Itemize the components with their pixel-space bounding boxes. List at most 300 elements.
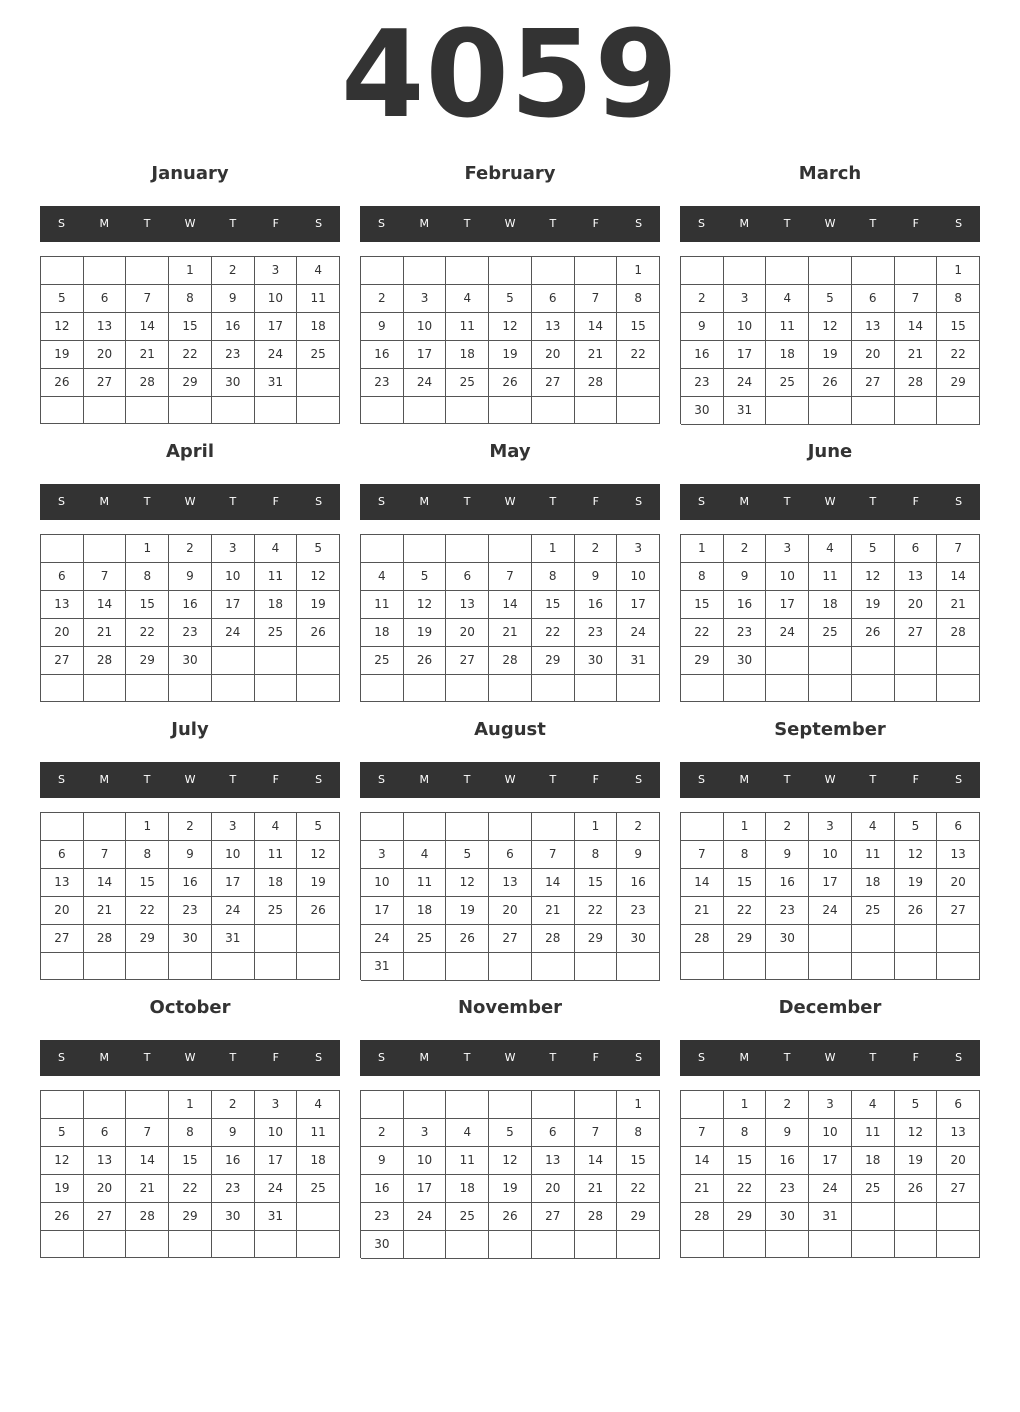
empty-cell	[766, 397, 809, 425]
day-cell: 17	[809, 1147, 852, 1175]
day-cell: 21	[681, 1175, 724, 1203]
empty-cell	[84, 535, 127, 563]
day-cell: 23	[724, 619, 767, 647]
day-cell: 29	[724, 1203, 767, 1231]
day-cell: 23	[169, 897, 212, 925]
empty-cell	[489, 1231, 532, 1259]
day-cell: 26	[41, 1203, 84, 1231]
day-cell: 15	[724, 869, 767, 897]
day-cell: 11	[255, 563, 298, 591]
day-cell: 14	[126, 1147, 169, 1175]
day-cell: 23	[212, 341, 255, 369]
day-cell: 29	[617, 1203, 660, 1231]
weekday-label: M	[99, 1051, 110, 1064]
day-cell: 17	[255, 1147, 298, 1175]
month-title: December	[778, 997, 882, 1018]
day-cell: 21	[681, 897, 724, 925]
day-cell: 12	[297, 563, 340, 591]
weekday-label: T	[463, 773, 471, 786]
day-cell: 31	[255, 1203, 298, 1231]
empty-cell	[126, 1231, 169, 1258]
day-cell: 10	[212, 841, 255, 869]
month-october	[40, 990, 340, 1260]
empty-cell	[404, 953, 447, 981]
empty-cell	[41, 257, 84, 285]
day-cell: 27	[532, 1203, 575, 1231]
weekday-label: T	[229, 773, 237, 786]
weekday-label: S	[635, 217, 643, 230]
empty-cell	[126, 953, 169, 980]
empty-cell	[937, 1231, 980, 1258]
month-july	[40, 712, 340, 982]
day-cell: 13	[84, 313, 127, 341]
day-cell: 26	[895, 897, 938, 925]
day-cell: 8	[724, 841, 767, 869]
day-cell: 27	[852, 369, 895, 397]
day-cell: 19	[41, 341, 84, 369]
day-cell: 12	[489, 1147, 532, 1175]
day-cell: 24	[212, 897, 255, 925]
weekday-label: M	[739, 217, 750, 230]
day-cell: 18	[255, 591, 298, 619]
day-cell: 3	[809, 813, 852, 841]
day-cell: 29	[169, 1203, 212, 1231]
empty-cell	[446, 953, 489, 981]
day-cell: 9	[361, 1147, 404, 1175]
empty-cell	[809, 1231, 852, 1258]
day-cell: 16	[361, 341, 404, 369]
day-cell: 31	[724, 397, 767, 425]
day-grid	[360, 812, 660, 980]
day-cell: 11	[297, 285, 340, 313]
day-cell: 20	[84, 341, 127, 369]
empty-cell	[361, 535, 404, 563]
day-cell: 2	[169, 813, 212, 841]
day-cell: 2	[724, 535, 767, 563]
day-cell: 28	[937, 619, 980, 647]
day-cell: 16	[212, 313, 255, 341]
empty-cell	[809, 675, 852, 702]
day-cell: 13	[852, 313, 895, 341]
day-cell: 9	[724, 563, 767, 591]
empty-cell	[126, 1091, 169, 1119]
day-cell: 11	[766, 313, 809, 341]
day-cell: 28	[126, 369, 169, 397]
day-cell: 23	[361, 1203, 404, 1231]
day-cell: 11	[852, 841, 895, 869]
empty-cell	[126, 257, 169, 285]
day-cell: 18	[361, 619, 404, 647]
day-cell: 9	[361, 313, 404, 341]
day-cell: 24	[212, 619, 255, 647]
weekday-label: W	[824, 217, 836, 230]
day-cell: 20	[446, 619, 489, 647]
day-cell: 5	[446, 841, 489, 869]
day-cell: 1	[724, 1091, 767, 1119]
empty-cell	[575, 1091, 618, 1119]
day-cell: 31	[809, 1203, 852, 1231]
day-cell: 19	[404, 619, 447, 647]
day-cell: 12	[895, 1119, 938, 1147]
empty-cell	[297, 953, 340, 980]
day-cell: 13	[84, 1147, 127, 1175]
empty-cell	[404, 675, 447, 702]
empty-cell	[41, 675, 84, 702]
empty-cell	[446, 813, 489, 841]
day-cell: 13	[489, 869, 532, 897]
weekday-header	[360, 484, 660, 520]
weekday-label: S	[57, 1051, 65, 1064]
empty-cell	[255, 675, 298, 702]
day-cell: 25	[809, 619, 852, 647]
weekday-label: T	[143, 773, 151, 786]
empty-cell	[84, 257, 127, 285]
day-cell: 20	[489, 897, 532, 925]
weekday-label: W	[184, 495, 196, 508]
day-cell: 6	[937, 813, 980, 841]
weekday-label: T	[549, 1051, 557, 1064]
weekday-label: S	[377, 773, 385, 786]
weekday-label: S	[315, 495, 323, 508]
day-cell: 13	[937, 1119, 980, 1147]
day-cell: 29	[532, 647, 575, 675]
empty-cell	[766, 1231, 809, 1258]
day-cell: 21	[84, 897, 127, 925]
day-cell: 20	[532, 341, 575, 369]
weekday-label: T	[783, 495, 791, 508]
day-cell: 14	[681, 869, 724, 897]
weekday-label: W	[824, 1051, 836, 1064]
weekday-label: F	[912, 217, 919, 230]
weekday-label: S	[635, 495, 643, 508]
day-cell: 7	[84, 841, 127, 869]
day-cell: 25	[255, 897, 298, 925]
empty-cell	[446, 397, 489, 424]
day-cell: 24	[361, 925, 404, 953]
day-cell: 8	[169, 1119, 212, 1147]
day-cell: 27	[84, 1203, 127, 1231]
weekday-label: S	[697, 495, 705, 508]
day-cell: 2	[212, 257, 255, 285]
day-cell: 15	[126, 869, 169, 897]
day-cell: 12	[489, 313, 532, 341]
day-cell: 4	[446, 285, 489, 313]
weekday-label: W	[824, 773, 836, 786]
weekday-label: T	[783, 217, 791, 230]
day-cell: 11	[297, 1119, 340, 1147]
empty-cell	[809, 257, 852, 285]
empty-cell	[617, 953, 660, 981]
empty-cell	[404, 257, 447, 285]
day-cell: 26	[404, 647, 447, 675]
weekday-label: T	[783, 773, 791, 786]
day-cell: 5	[297, 813, 340, 841]
day-cell: 21	[84, 619, 127, 647]
day-cell: 19	[297, 591, 340, 619]
empty-cell	[575, 953, 618, 981]
weekday-label: W	[184, 217, 196, 230]
month-january	[40, 156, 340, 426]
day-cell: 4	[255, 813, 298, 841]
day-cell: 6	[41, 841, 84, 869]
day-cell: 26	[297, 897, 340, 925]
day-cell: 18	[852, 869, 895, 897]
empty-cell	[532, 675, 575, 702]
weekday-label: M	[419, 1051, 430, 1064]
day-grid	[40, 1090, 340, 1258]
empty-cell	[212, 397, 255, 424]
day-cell: 3	[617, 535, 660, 563]
weekday-label: W	[504, 1051, 516, 1064]
empty-cell	[169, 675, 212, 702]
day-cell: 27	[489, 925, 532, 953]
day-cell: 19	[297, 869, 340, 897]
day-cell: 29	[169, 369, 212, 397]
empty-cell	[617, 675, 660, 702]
day-cell: 3	[255, 1091, 298, 1119]
day-cell: 7	[84, 563, 127, 591]
weekday-label: W	[504, 217, 516, 230]
day-cell: 6	[84, 1119, 127, 1147]
day-cell: 6	[41, 563, 84, 591]
weekday-label: F	[272, 1051, 279, 1064]
day-cell: 7	[532, 841, 575, 869]
weekday-label: S	[377, 217, 385, 230]
day-cell: 19	[809, 341, 852, 369]
day-cell: 19	[41, 1175, 84, 1203]
day-cell: 7	[937, 535, 980, 563]
day-cell: 20	[84, 1175, 127, 1203]
empty-cell	[617, 397, 660, 424]
day-cell: 3	[212, 535, 255, 563]
empty-cell	[84, 675, 127, 702]
weekday-label: S	[955, 773, 963, 786]
empty-cell	[766, 647, 809, 675]
weekday-label: F	[592, 773, 599, 786]
day-cell: 13	[937, 841, 980, 869]
day-cell: 9	[766, 841, 809, 869]
empty-cell	[255, 925, 298, 953]
day-cell: 17	[212, 869, 255, 897]
day-cell: 5	[809, 285, 852, 313]
month-december	[680, 990, 980, 1260]
day-cell: 31	[361, 953, 404, 981]
empty-cell	[255, 1231, 298, 1258]
empty-cell	[575, 1231, 618, 1259]
day-cell: 11	[361, 591, 404, 619]
day-cell: 18	[297, 1147, 340, 1175]
weekday-header	[40, 1040, 340, 1076]
day-cell: 31	[617, 647, 660, 675]
empty-cell	[41, 1091, 84, 1119]
weekday-label: S	[955, 495, 963, 508]
empty-cell	[532, 813, 575, 841]
day-cell: 14	[84, 591, 127, 619]
empty-cell	[895, 647, 938, 675]
day-cell: 10	[766, 563, 809, 591]
weekday-label: M	[739, 495, 750, 508]
day-cell: 28	[895, 369, 938, 397]
weekday-label: M	[739, 773, 750, 786]
day-cell: 10	[255, 285, 298, 313]
weekday-label: T	[229, 495, 237, 508]
weekday-label: M	[419, 217, 430, 230]
day-cell: 14	[895, 313, 938, 341]
day-cell: 5	[41, 285, 84, 313]
weekday-label: W	[184, 1051, 196, 1064]
day-cell: 16	[766, 869, 809, 897]
day-cell: 17	[404, 341, 447, 369]
day-cell: 30	[724, 647, 767, 675]
day-cell: 10	[809, 841, 852, 869]
day-cell: 13	[41, 591, 84, 619]
day-grid	[680, 1090, 980, 1258]
day-cell: 9	[575, 563, 618, 591]
day-cell: 6	[446, 563, 489, 591]
weekday-header	[680, 206, 980, 242]
day-grid	[360, 1090, 660, 1258]
empty-cell	[297, 925, 340, 953]
empty-cell	[169, 1231, 212, 1258]
month-march	[680, 156, 980, 426]
empty-cell	[361, 813, 404, 841]
day-cell: 26	[489, 1203, 532, 1231]
empty-cell	[84, 953, 127, 980]
day-cell: 13	[446, 591, 489, 619]
weekday-label: T	[869, 773, 877, 786]
day-cell: 22	[169, 341, 212, 369]
day-cell: 27	[84, 369, 127, 397]
day-cell: 14	[84, 869, 127, 897]
day-cell: 1	[681, 535, 724, 563]
weekday-label: S	[955, 217, 963, 230]
day-cell: 21	[937, 591, 980, 619]
day-cell: 29	[937, 369, 980, 397]
day-cell: 11	[852, 1119, 895, 1147]
weekday-label: S	[315, 217, 323, 230]
day-cell: 28	[489, 647, 532, 675]
day-cell: 11	[404, 869, 447, 897]
day-cell: 21	[575, 1175, 618, 1203]
empty-cell	[84, 813, 127, 841]
day-cell: 7	[575, 1119, 618, 1147]
day-cell: 26	[895, 1175, 938, 1203]
weekday-label: S	[57, 773, 65, 786]
weekday-label: M	[99, 773, 110, 786]
weekday-label: S	[955, 1051, 963, 1064]
day-cell: 17	[617, 591, 660, 619]
day-cell: 6	[489, 841, 532, 869]
day-cell: 15	[532, 591, 575, 619]
day-grid	[680, 812, 980, 980]
day-cell: 3	[212, 813, 255, 841]
day-cell: 8	[126, 563, 169, 591]
day-cell: 14	[937, 563, 980, 591]
day-cell: 30	[575, 647, 618, 675]
empty-cell	[361, 257, 404, 285]
day-cell: 20	[532, 1175, 575, 1203]
day-cell: 16	[681, 341, 724, 369]
day-cell: 22	[575, 897, 618, 925]
day-cell: 24	[404, 369, 447, 397]
day-cell: 18	[297, 313, 340, 341]
empty-cell	[681, 953, 724, 980]
day-grid	[40, 534, 340, 702]
day-cell: 16	[169, 869, 212, 897]
day-cell: 31	[255, 369, 298, 397]
empty-cell	[489, 1091, 532, 1119]
day-cell: 1	[575, 813, 618, 841]
day-cell: 2	[575, 535, 618, 563]
day-cell: 4	[852, 813, 895, 841]
day-cell: 3	[404, 1119, 447, 1147]
weekday-label: F	[272, 217, 279, 230]
empty-cell	[404, 813, 447, 841]
day-cell: 1	[169, 1091, 212, 1119]
day-cell: 22	[126, 619, 169, 647]
weekday-label: T	[463, 217, 471, 230]
day-cell: 27	[937, 897, 980, 925]
day-cell: 19	[852, 591, 895, 619]
day-cell: 22	[169, 1175, 212, 1203]
day-cell: 2	[766, 813, 809, 841]
day-cell: 4	[297, 257, 340, 285]
day-cell: 25	[297, 1175, 340, 1203]
day-cell: 30	[361, 1231, 404, 1259]
weekday-label: F	[272, 773, 279, 786]
weekday-label: T	[143, 495, 151, 508]
day-cell: 4	[404, 841, 447, 869]
month-title: November	[457, 997, 563, 1018]
day-cell: 2	[361, 1119, 404, 1147]
empty-cell	[809, 397, 852, 425]
day-cell: 23	[766, 897, 809, 925]
empty-cell	[852, 397, 895, 425]
day-cell: 11	[255, 841, 298, 869]
day-cell: 24	[617, 619, 660, 647]
weekday-label: S	[377, 1051, 385, 1064]
day-cell: 24	[809, 897, 852, 925]
month-september	[680, 712, 980, 982]
day-cell: 2	[169, 535, 212, 563]
day-cell: 23	[681, 369, 724, 397]
day-cell: 23	[169, 619, 212, 647]
empty-cell	[489, 397, 532, 424]
day-cell: 25	[852, 1175, 895, 1203]
weekday-label: S	[697, 1051, 705, 1064]
day-cell: 1	[617, 257, 660, 285]
day-cell: 30	[766, 1203, 809, 1231]
day-cell: 7	[575, 285, 618, 313]
day-cell: 17	[361, 897, 404, 925]
empty-cell	[361, 397, 404, 424]
empty-cell	[532, 1231, 575, 1259]
month-title: February	[464, 163, 556, 184]
day-cell: 1	[126, 535, 169, 563]
day-cell: 8	[681, 563, 724, 591]
day-cell: 6	[895, 535, 938, 563]
day-cell: 17	[809, 869, 852, 897]
day-cell: 3	[404, 285, 447, 313]
weekday-label: M	[99, 495, 110, 508]
day-cell: 18	[852, 1147, 895, 1175]
day-cell: 21	[126, 341, 169, 369]
weekday-header	[360, 1040, 660, 1076]
day-cell: 9	[212, 1119, 255, 1147]
empty-cell	[852, 953, 895, 980]
weekday-label: F	[912, 1051, 919, 1064]
empty-cell	[852, 257, 895, 285]
